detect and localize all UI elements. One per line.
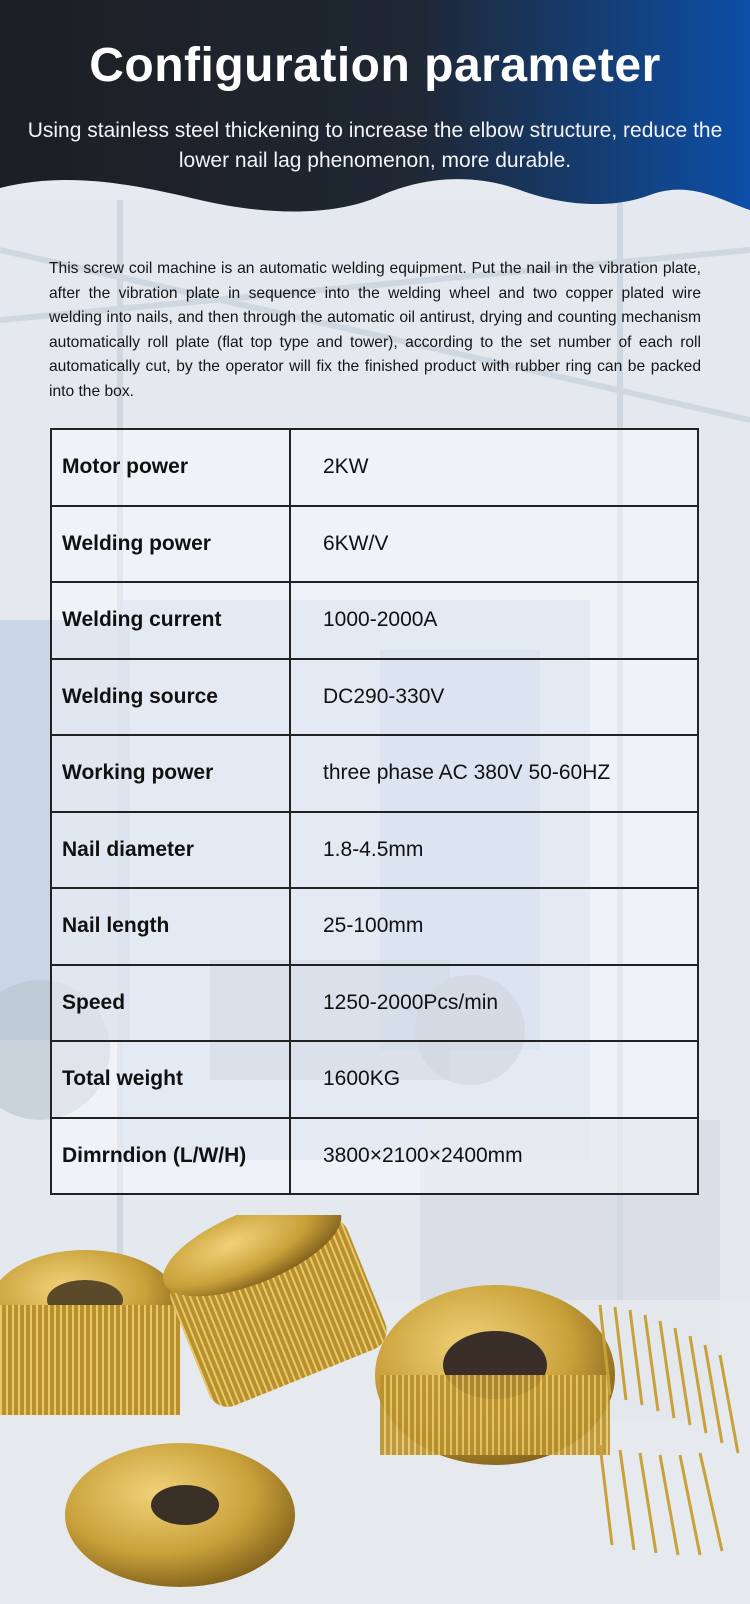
spec-value: 1250-2000Pcs/min xyxy=(290,965,698,1042)
spec-value: 1600KG xyxy=(290,1041,698,1118)
table-row xyxy=(51,965,698,1042)
spec-label: Dimrndion (L/W/H) xyxy=(51,1118,290,1195)
spec-table xyxy=(50,428,699,1195)
table-row xyxy=(51,812,698,889)
spec-label: Nail length xyxy=(51,888,290,965)
spec-value: 1.8-4.5mm xyxy=(290,812,698,889)
page-title: Configuration parameter xyxy=(89,39,661,92)
spec-value: 6KW/V xyxy=(290,506,698,583)
coil-nails-image xyxy=(0,1215,750,1604)
spec-label: Nail diameter xyxy=(51,812,290,889)
header-banner xyxy=(0,0,750,225)
table-row xyxy=(51,1118,698,1195)
table-row xyxy=(51,1041,698,1118)
table-row xyxy=(51,429,698,506)
page-subtitle: Using stainless steel thickening to increase the elbow structure, reduce the lower nail lag phenomenon, more durable. xyxy=(27,119,723,172)
spec-label: Working power xyxy=(51,735,290,812)
spec-value: 1000-2000A xyxy=(290,582,698,659)
table-row xyxy=(51,888,698,965)
spec-value: 25-100mm xyxy=(290,888,698,965)
spec-label: Welding current xyxy=(51,582,290,659)
spec-value: three phase AC 380V 50-60HZ xyxy=(290,735,698,812)
header-wave-shape xyxy=(0,0,750,225)
spec-label: Total weight xyxy=(51,1041,290,1118)
spec-value: DC290-330V xyxy=(290,659,698,736)
spec-label: Speed xyxy=(51,965,290,1042)
spec-label: Motor power xyxy=(51,429,290,506)
table-row xyxy=(51,582,698,659)
table-row xyxy=(51,735,698,812)
table-row xyxy=(51,659,698,736)
spec-value: 3800×2100×2400mm xyxy=(290,1118,698,1195)
spec-label: Welding source xyxy=(51,659,290,736)
spec-value: 2KW xyxy=(290,429,698,506)
table-row xyxy=(51,506,698,583)
spec-label: Welding power xyxy=(51,506,290,583)
intro-paragraph: This screw coil machine is an automatic welding equipment. Put the nail in the vibration plate, after the vibration plate in sequence into the welding wheel and two copper plated wire welding into nails, and then through the automatic oil antirust, drying and counting mechanism automatically roll plate (flat top type and tower), according to the set number of each roll automatically cut, by the operator will fix the finished product with rubber ring can be packed into the box. xyxy=(49,260,701,400)
